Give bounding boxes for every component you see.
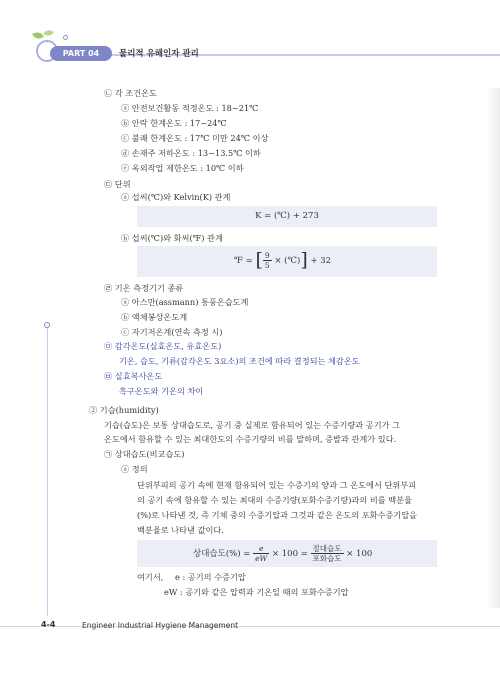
formula-lhs: 상대습도(%) = <box>193 549 251 559</box>
fraction-numerator: 9 <box>264 251 270 260</box>
section-heading: ② 기습(humidity) <box>89 405 159 415</box>
fraction-numerator: e <box>253 544 269 554</box>
bracket-close: ] <box>300 249 308 271</box>
chapter-title: 물리적 유해인자 관리 <box>119 49 199 59</box>
footer-rule <box>0 626 500 627</box>
formula-fahrenheit-prefix: ℉ = <box>234 256 253 266</box>
paragraph-line: 기습(습도)은 보통 상대습도로, 공기 중 실제로 함유되어 있는 수증기량과 공기가 그 <box>104 420 401 430</box>
fraction <box>311 544 344 563</box>
formula-mid: × 100 = <box>271 549 308 559</box>
list-item: ⓒ 불쾌 한계온도 : 17℃ 미만 24℃ 이상 <box>121 133 269 143</box>
paragraph-line: (%)로 나타낸 것, 즉 기체 중의 수증기압과 그것과 같은 온도의 포화수증기압을 <box>137 510 418 520</box>
fraction <box>263 251 272 270</box>
page-edge-shadow <box>487 88 500 608</box>
paragraph-line: 의 공기 속에 함유할 수 있는 최대의 수증기량(포화수증기량)과의 비를 백분율 <box>137 495 412 505</box>
page-number: 4-4 <box>41 620 56 629</box>
paragraph-line: 백분율로 나타낸 값이다. <box>137 525 224 535</box>
list-item: ⓐ 섭씨(℃)와 Kelvin(K) 관계 <box>121 192 231 202</box>
logo-leaf-icon <box>32 31 44 41</box>
header-rule <box>46 54 500 56</box>
list-item: ⓑ 안락 한계온도 : 17~24℃ <box>121 118 227 128</box>
section-heading: ㉣ 기온 측정기기 종류 <box>104 283 184 293</box>
highlight-text: 기온, 습도, 기류(감각온도 3요소)의 조건에 따라 결정되는 체감온도 <box>119 356 360 366</box>
footer-title: Engineer Industrial Hygiene Management <box>82 621 239 630</box>
where-definition: eW : 공기와 같은 압력과 기온일 때의 포화수증기압 <box>164 587 349 597</box>
formula-fahrenheit <box>234 251 331 270</box>
list-item: ⓐ 아스만(assmann) 통풍온습도계 <box>121 297 249 307</box>
list-item: ⓐ 정의 <box>121 464 148 474</box>
sub-heading: ㉠ 상대습도(비교습도) <box>104 449 185 459</box>
list-item: ⓒ 자기저온계(연속 측정 시) <box>121 327 223 337</box>
fraction <box>253 544 269 563</box>
section-heading: ㉥ 실효복사온도 <box>104 371 163 381</box>
bracket-open: [ <box>255 249 263 271</box>
fraction-denominator: 5 <box>264 261 270 270</box>
formula-box <box>137 246 437 277</box>
formula-kelvin: K = (℃) + 273 <box>255 211 319 221</box>
list-item: ⓓ 손재주 저하온도 : 13~13.5℃ 이하 <box>121 148 261 158</box>
section-heading: ㉢ 단위 <box>104 179 131 189</box>
formula-box <box>137 206 437 227</box>
list-item: ⓔ 옥외작업 제한온도 : 10℃ 이하 <box>121 163 244 173</box>
formula-relative-humidity <box>193 544 372 563</box>
logo-leaf-icon <box>43 29 54 38</box>
logo-dot-icon <box>63 35 68 40</box>
formula-fahrenheit-mid: × (℃) <box>274 256 301 266</box>
highlight-text: 흑구온도와 기온의 차이 <box>119 386 204 396</box>
part-badge: PART 04 <box>50 46 112 61</box>
fraction-denominator: eW <box>255 554 268 563</box>
fraction-denominator: 포화습도 <box>312 554 342 563</box>
margin-rule <box>47 326 48 616</box>
list-item: ⓐ 안전보건활동 적정온도 : 18~21℃ <box>121 103 259 113</box>
formula-fahrenheit-suffix: + 32 <box>310 256 332 266</box>
formula-rhs: × 100 <box>346 549 373 559</box>
paragraph-line: 온도에서 함유할 수 있는 최대한도의 수증기량의 비를 말하며, 증발과 관계가 있다. <box>104 434 397 444</box>
margin-dot-icon <box>44 322 50 328</box>
section-heading: ㉤ 감각온도(실효온도, 유효온도) <box>104 341 222 351</box>
formula-box <box>137 540 437 567</box>
paragraph-line: 단위부피의 공기 속에 현재 함유되어 있는 수증기의 양과 그 온도에서 단위부피 <box>137 480 417 490</box>
list-item: ⓑ 액체봉상온도계 <box>121 312 188 322</box>
where-definition: e : 공기의 수증기압 <box>175 572 246 582</box>
fraction-numerator: 절대습도 <box>312 544 342 553</box>
where-label: 여기서, <box>137 572 164 582</box>
section-heading: ㉡ 각 조건온도 <box>104 88 157 98</box>
list-item: ⓑ 섭씨(℃)와 화씨(℉) 관계 <box>121 233 223 243</box>
